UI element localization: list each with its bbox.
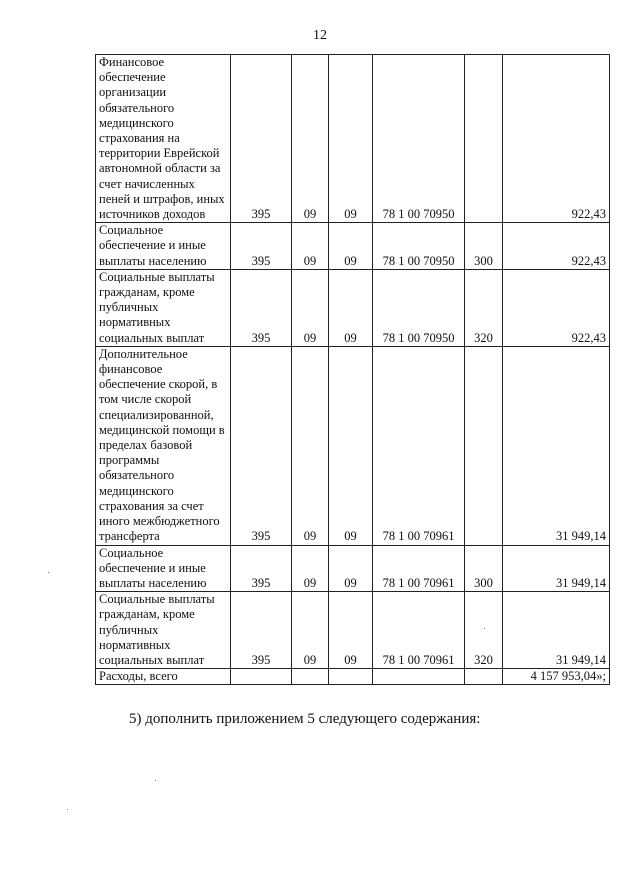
- table-row: [96, 545, 610, 592]
- section-code: 09: [292, 592, 329, 669]
- total-row: [96, 669, 610, 685]
- target-article-code: 78 1 00 70950: [373, 269, 465, 346]
- subsection-code: 09: [329, 592, 373, 669]
- grbs-code: 395: [231, 545, 292, 592]
- section-code: 09: [292, 545, 329, 592]
- target-article-code: 78 1 00 70961: [373, 592, 465, 669]
- row-name: Дополнительное финансовое обеспечение скорой, в том числе скорой специализированной, медицинской помощи в пределах базовой программы обязательного медицинского страхования за счет иного межбюджетного трансферта: [96, 346, 231, 545]
- target-article-code: 78 1 00 70950: [373, 55, 465, 223]
- expense-type-code: 320: [465, 592, 503, 669]
- total-empty-cell: [231, 669, 292, 685]
- target-article-code: 78 1 00 70961: [373, 545, 465, 592]
- target-article-code: 78 1 00 70961: [373, 346, 465, 545]
- table-row: [96, 346, 610, 545]
- section-code: 09: [292, 55, 329, 223]
- total-empty-cell: [465, 669, 503, 685]
- subsection-code: 09: [329, 223, 373, 270]
- total-sum: 4 157 953,04»;: [503, 669, 610, 685]
- budget-table: [95, 54, 610, 685]
- row-name: Социальные выплаты гражданам, кроме публичных нормативных социальных выплат: [96, 592, 231, 669]
- expense-type-code: [465, 55, 503, 223]
- amendment-text: 5) дополнить приложением 5 следующего содержания:: [129, 711, 481, 727]
- table-row: [96, 55, 610, 223]
- grbs-code: 395: [231, 269, 292, 346]
- subsection-code: 09: [329, 55, 373, 223]
- row-name: Социальные выплаты гражданам, кроме публичных нормативных социальных выплат: [96, 269, 231, 346]
- total-empty-cell: [329, 669, 373, 685]
- scan-speck: [484, 628, 485, 629]
- target-article-code: 78 1 00 70950: [373, 223, 465, 270]
- subsection-code: 09: [329, 545, 373, 592]
- scan-speck: [155, 780, 156, 781]
- total-empty-cell: [373, 669, 465, 685]
- scan-speck: [67, 809, 68, 810]
- page-number: 12: [313, 28, 327, 43]
- scan-speck: [48, 572, 49, 573]
- row-sum: 31 949,14: [503, 592, 610, 669]
- table-row: [96, 592, 610, 669]
- grbs-code: 395: [231, 223, 292, 270]
- row-name: Финансовое обеспечение организации обязательного медицинского страхования на территории Еврейской автономной области за счет начисленных пеней и штрафов, иных источников доходов: [96, 55, 231, 223]
- expense-type-code: [465, 346, 503, 545]
- section-code: 09: [292, 223, 329, 270]
- total-label: Расходы, всего: [96, 669, 231, 685]
- expense-type-code: 300: [465, 223, 503, 270]
- expense-type-code: 300: [465, 545, 503, 592]
- grbs-code: 395: [231, 346, 292, 545]
- total-empty-cell: [292, 669, 329, 685]
- row-name: Социальное обеспечение и иные выплаты населению: [96, 223, 231, 270]
- subsection-code: 09: [329, 269, 373, 346]
- table-row: [96, 269, 610, 346]
- subsection-code: 09: [329, 346, 373, 545]
- row-sum: 922,43: [503, 55, 610, 223]
- row-sum: 922,43: [503, 223, 610, 270]
- row-sum: 31 949,14: [503, 545, 610, 592]
- grbs-code: 395: [231, 592, 292, 669]
- row-sum: 922,43: [503, 269, 610, 346]
- row-sum: 31 949,14: [503, 346, 610, 545]
- row-name: Социальное обеспечение и иные выплаты населению: [96, 545, 231, 592]
- table-row: [96, 223, 610, 270]
- section-code: 09: [292, 346, 329, 545]
- section-code: 09: [292, 269, 329, 346]
- expense-type-code: 320: [465, 269, 503, 346]
- grbs-code: 395: [231, 55, 292, 223]
